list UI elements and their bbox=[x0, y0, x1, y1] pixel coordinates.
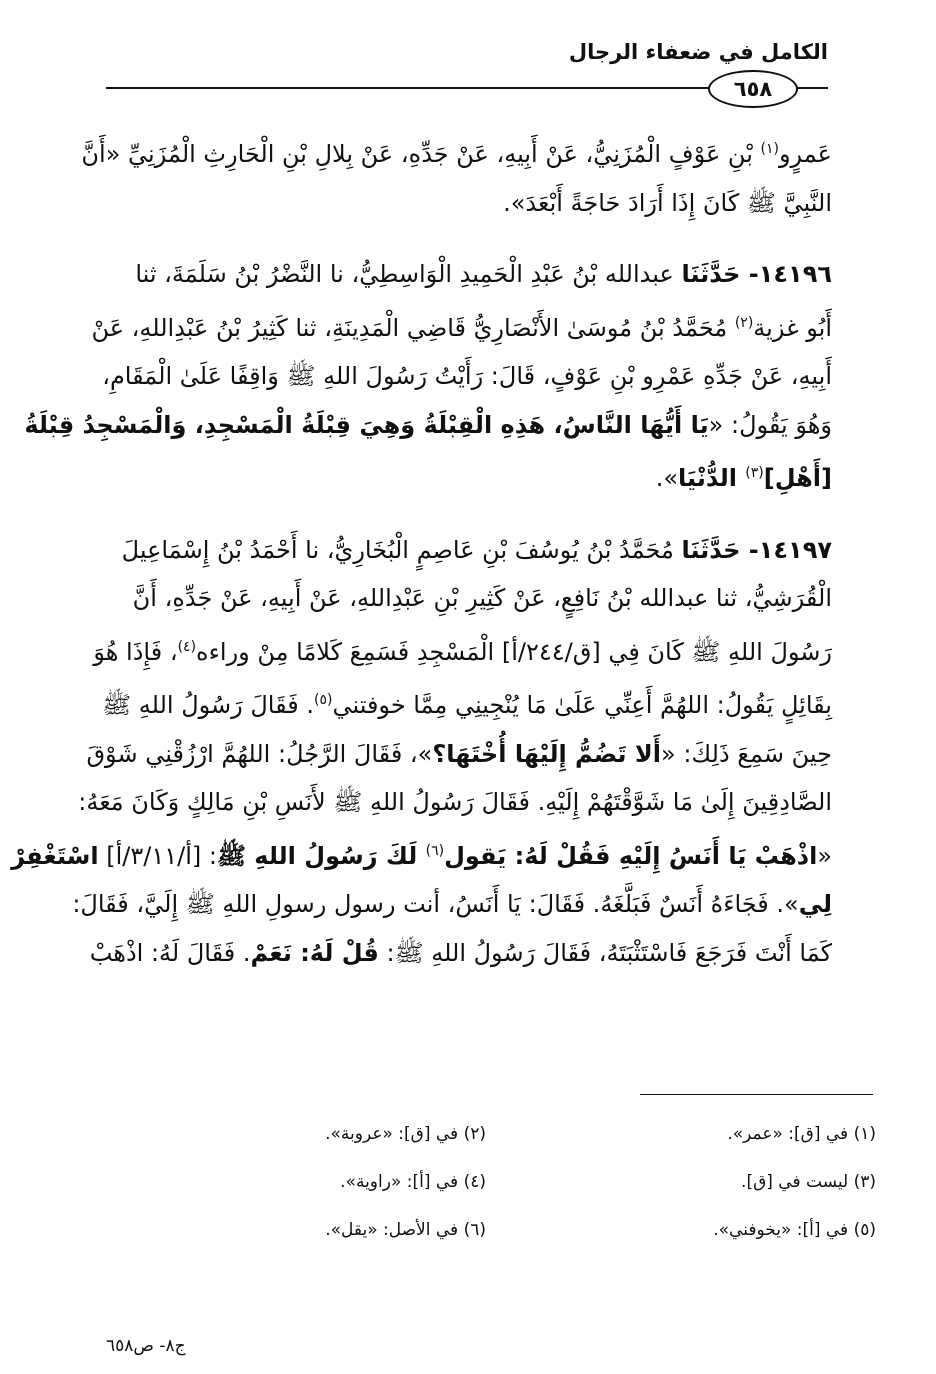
text-line: الْقُرَشِيُّ، ثنا عبدالله بْنُ نَافِعٍ، عَنْ كَثِيرِ بْنِ عَبْدِاللهِ، عَنْ أَبِيهِ، عَنْ جَدِّهِ، أَنَّ bbox=[132, 584, 832, 612]
hadith-number: ١٤١٩٧- حَدَّثَنَا bbox=[681, 535, 832, 564]
footnote-row bbox=[96, 1110, 876, 1158]
prophetic-text: يَا أَيُّهَا النَّاسُ، هَذِهِ الْقِبْلَةُ وَهِيَ قِبْلَةُ الْمَسْجِدِ، وَالْمَسْجِدُ قِبْلَةُ bbox=[24, 410, 709, 439]
prophetic-text: أَلا تَضُمُّ إِلَيْهَا أُخْتَهَا؟ bbox=[432, 739, 661, 768]
text-line: ١٤١٩٦- حَدَّثَنَا عبدالله بْنُ عَبْدِ الْحَمِيدِ الْوَاسِطِيُّ، نا النَّضْرُ بْنُ سَلَمَةَ، ثنا bbox=[135, 260, 832, 288]
footnote-ref: (١) bbox=[760, 141, 779, 157]
text-line: الصَّادِقِينَ إِلَىٰ مَا شَوَّقْتَهُمْ إِلَيْهِ. فَقَالَ رَسُولُ اللهِ ﷺ لأَنَسِ بْنِ مَالِكٍ وَكَانَ مَعَهُ: bbox=[78, 788, 832, 816]
footnote-ref: (٣) bbox=[745, 465, 764, 481]
text-line: وَهُوَ يَقُولُ: «يَا أَيُّهَا النَّاسُ، هَذِهِ الْقِبْلَةُ وَهِيَ قِبْلَةُ الْمَسْجِدِ، وَالْمَسْجِدُ قِبْلَةُ bbox=[24, 410, 832, 439]
text-line: ١٤١٩٧- حَدَّثَنَا مُحَمَّدُ بْنُ يُوسُفَ بْنِ عَاصِمٍ الْبُخَارِيُّ، نا أَحْمَدُ بْنُ إِسْمَاعِيلَ bbox=[121, 535, 832, 564]
hadith-14196 bbox=[24, 250, 832, 503]
page-number: ٦٥٨ bbox=[733, 77, 773, 101]
running-title: الكامل في ضعفاء الرجال bbox=[568, 40, 828, 64]
text-line: [أَهْلِ]$^{(٣)}$ الدُّنْيَا». bbox=[655, 464, 832, 492]
page-number-badge bbox=[708, 70, 798, 108]
main-text bbox=[11, 125, 832, 977]
footnote-ref: (٤) bbox=[177, 638, 197, 655]
footnote: (١) في [ق]: «عمر». bbox=[727, 1124, 876, 1144]
text-line: لِي». فَجَاءَهُ أَنَسٌ فَبَلَّغَهُ. فَقَالَ: يَا أَنَسُ، أنت رسول رسولِ اللهِ ﷺ إِلَيَّ، فَقَالَ: bbox=[72, 890, 832, 918]
text-line: «اذْهَبْ يَا أَنَسُ إِلَيْهِ فَقُلْ لَهُ: يَقول$^{(٦)}$ لَكَ رَسُولُ اللهِ ﷺ: [أ/٣/١١/أ] اسْتَغْفِرْ bbox=[11, 841, 832, 870]
text-line: أَبُو غزية$^{(٢)}$ مُحَمَّدُ بْنُ مُوسَىٰ الأَنْصَارِيُّ قَاضِي الْمَدِينَةِ، ثنا كَثِيرُ بْنُ عَبْدِاللهِ، عَنْ bbox=[91, 313, 832, 342]
footnote: (٤) في [أ]: «راوية». bbox=[340, 1172, 486, 1192]
footnote: (٦) في الأصل: «يقل». bbox=[325, 1220, 486, 1240]
footnote-ref: (٦) bbox=[425, 842, 445, 859]
footnote-rule bbox=[640, 1094, 873, 1095]
text-line: رَسُولَ اللهِ ﷺ كَانَ فِي [ق/٢٤٤/أ] الْمَسْجِدِ فَسَمِعَ كَلامًا مِنْ وراءه$^{(٤)}$، فَإِذَا هُوَ bbox=[93, 637, 832, 666]
footnotes bbox=[96, 1110, 876, 1254]
footnote: (٢) في [ق]: «عروبة». bbox=[325, 1124, 486, 1144]
prophetic-text: قُلْ لَهُ: نَعَمْ bbox=[250, 938, 379, 967]
footnote: (٣) ليست في [ق]. bbox=[741, 1172, 876, 1192]
text-line: عَمرٍو$^{(١)}$ بْنِ عَوْفٍ الْمُزَنِيُّ، عَنْ أَبِيهِ، عَنْ جَدِّهِ، عَنْ بِلالِ بْنِ الْحَارِثِ الْمُزَنِيِّ «أَنَّ bbox=[81, 140, 832, 168]
text-line: كَمَا أَنْتَ فَرَجَعَ فَاسْتَثْبَتَهُ، فَقَالَ رَسُولُ اللهِ ﷺ: قُلْ لَهُ: نَعَمْ. فَقَالَ لَهُ: اذْهَبْ bbox=[89, 938, 832, 967]
footnote: (٥) في [أ]: «يخوفني». bbox=[713, 1220, 876, 1240]
volume-page-reference: ج٨- ص٦٥٨ bbox=[106, 1336, 186, 1356]
paragraph-continuation bbox=[81, 125, 832, 227]
text-line: حِينَ سَمِعَ ذَلِكَ: «أَلا تَضُمُّ إِلَيْهَا أُخْتَهَا؟»، فَقَالَ الرَّجُلُ: اللهُمَّ ارْزُقْنِي شَوْقَ bbox=[86, 739, 832, 768]
footnote-ref: (٢) bbox=[734, 314, 754, 331]
footnote-row bbox=[96, 1158, 876, 1206]
prophetic-text: اذْهَبْ يَا أَنَسُ إِلَيْهِ فَقُلْ لَهُ: يَقول bbox=[444, 841, 818, 870]
footnote-row bbox=[96, 1206, 876, 1254]
text-line: أَبِيهِ، عَنْ جَدِّهِ عَمْرِو بْنِ عَوْفٍ، قَالَ: رَأَيْتُ رَسُولَ اللهِ ﷺ وَاقِفًا عَلَىٰ الْمَقَامِ، bbox=[102, 362, 832, 390]
text-line: بِقَائِلٍ يَقُولُ: اللهُمَّ أَعِنِّي عَلَىٰ مَا يُنْجِينِي مِمَّا خوفتني$^{(٥)}$. فَقَالَ رَسُولُ اللهِ ﷺ bbox=[102, 691, 832, 719]
hadith-number: ١٤١٩٦- حَدَّثَنَا bbox=[681, 260, 832, 288]
hadith-14197 bbox=[11, 526, 832, 978]
text-line: النَّبِيَّ ﷺ كَانَ إِذَا أَرَادَ حَاجَةً أَبْعَدَ». bbox=[503, 188, 832, 217]
footnote-ref: (٥) bbox=[313, 692, 333, 708]
